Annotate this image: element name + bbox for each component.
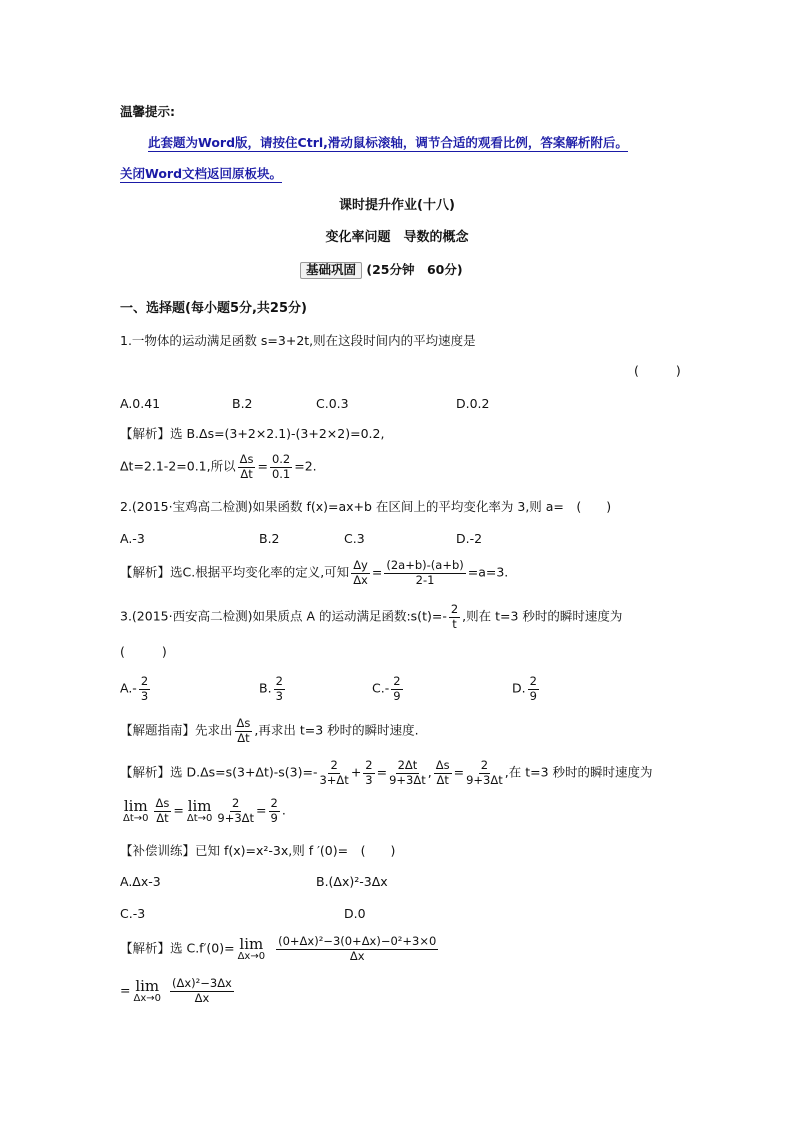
supp-opt-b: B.(Δx)²-3Δx [316,874,388,889]
q1-opt-b: B.2 [232,396,253,411]
q3-opt-b: B. $\frac{2}{3}$ [259,674,283,703]
page-subtitle: 变化率问题 导数的概念 [325,230,469,245]
q1-solution-2: Δt=2.1-2=0.1,所以 $\frac{\Delta s}{\Delta t}$ = $\frac{0.2}{0.1}$ =2. [120,452,317,481]
section-choice: 一、选择题(每小题5分,共25分) [120,301,307,316]
q1-opt-c: C.0.3 [316,396,349,411]
q3-solution-2: lim Δt→0 $\frac{\Delta s}{\Delta t}$ = lim Δt→0 $\frac{2}{9+3\Delta t}$ = $\frac{2}{9}$ . [123,796,286,825]
page-title: 课时提升作业(十八) [339,198,455,213]
section-heading-basic [300,262,463,279]
q3-solution-1: 【解析】选 D.Δs=s(3+Δt)-s(3)=- $\frac{2}{3+\Delta t}$ + $\frac{2}{3}$ = $\frac{2\Delta t}{9+3\Delta t}$ , $\frac{\Delta s}{\Delta t}$ = $\frac{2}{9+3\Delta t}$ ,在 t=3 秒时的瞬时速度为 [120,758,653,787]
badge-basic: 基础巩固 [300,262,362,279]
notice-line-1: 此套题为Word版，请按住Ctrl,滑动鼠标滚轴，调节合适的观看比例，答案解析附后。 [148,135,628,150]
supp-solution-2: = lim Δx→0 $\frac{\text{(Δx)²−3Δx}}{\Delta x}$ [120,976,232,1005]
supp-opt-c: C.-3 [120,906,146,921]
q2-stem: 2.(2015·宝鸡高二检测)如果函数 f(x)=ax+b 在区间上的平均变化率为 3,则 a= ( ) [120,499,612,514]
q3-paren: ( ) [120,644,171,659]
time-info: (25分钟 60分) [366,262,463,277]
q1-opt-d: D.0.2 [456,396,490,411]
q3-opt-d: D. $\frac{2}{9}$ [512,674,537,703]
notice-title: 温馨提示: [120,104,175,119]
q1-solution-1: 【解析】选 B.Δs=(3+2×2.1)-(3+2×2)=0.2, [120,426,385,441]
supp-stem: 【补偿训练】已知 f(x)=x²-3x,则 f ′(0)= ( ) [120,843,396,858]
q2-opt-c: C.3 [344,531,365,546]
q2-opt-a: A.-3 [120,531,145,546]
q2-opt-b: B.2 [259,531,280,546]
q1-stem: 1.一物体的运动满足函数 s=3+2t,则在这段时间内的平均速度是 [120,333,476,348]
supp-opt-a: A.Δx-3 [120,874,161,889]
q2-solution: 【解析】选C.根据平均变化率的定义,可知 $\frac{\Delta y}{\Delta x}$ = $\frac{(2a+b)-(a+b)}{2-1}$ =a=3. [120,558,509,587]
supp-solution-1: 【解析】选 C.f′(0)= lim Δx→0 $\frac{\text{(0+Δx)²−3(0+Δx)−0²+3×0}}{\Delta x}$ [120,934,437,963]
notice-line-2: 关闭Word文档返回原板块。 [120,166,283,181]
q3-stem: 3.(2015·西安高二检测)如果质点 A 的运动满足函数:s(t)=- $\frac{2}{t}$ ,则在 t=3 秒时的瞬时速度为 [120,602,623,631]
q2-opt-d: D.-2 [456,531,483,546]
q3-hint: 【解题指南】先求出 $\frac{\Delta s}{\Delta t}$ ,再求出 t=3 秒时的瞬时速度. [120,716,419,745]
supp-opt-d: D.0 [344,906,366,921]
q3-opt-a: A.- $\frac{2}{3}$ [120,674,149,703]
q1-opt-a: A.0.41 [120,396,161,411]
q1-paren: ( ) [634,363,685,378]
q3-opt-c: C.- $\frac{2}{9}$ [372,674,401,703]
